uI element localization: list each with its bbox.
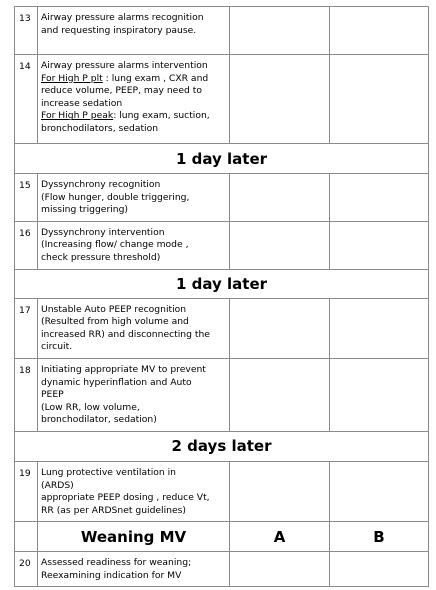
checkbox-cell-a[interactable] xyxy=(230,358,330,431)
checkbox-cell-a[interactable] xyxy=(230,174,330,222)
table-row xyxy=(15,552,429,587)
checkbox-cell-b[interactable] xyxy=(330,55,429,144)
item-number: 19 xyxy=(15,461,38,521)
table-row xyxy=(15,298,429,358)
weaning-title: Weaning MV xyxy=(38,522,230,552)
item-description: Lung protective ventilation in (ARDS) appropriate PEEP dosing , reduce Vt, RR (as per ARDSnet guidelines) xyxy=(38,461,230,521)
checklist-table xyxy=(14,6,429,587)
column-a-header: A xyxy=(230,522,330,552)
checkbox-cell-b[interactable] xyxy=(330,552,429,587)
checkbox-cell-a[interactable] xyxy=(230,55,330,144)
item-number: 14 xyxy=(15,55,38,144)
checkbox-cell-a[interactable] xyxy=(230,298,330,358)
checkbox-cell-b[interactable] xyxy=(330,221,429,269)
checkbox-cell-b[interactable] xyxy=(330,298,429,358)
item-number: 18 xyxy=(15,358,38,431)
item-number: 17 xyxy=(15,298,38,358)
separator-row xyxy=(15,269,429,298)
checkbox-cell-a[interactable] xyxy=(230,221,330,269)
item-number: 15 xyxy=(15,174,38,222)
checkbox-cell-b[interactable] xyxy=(330,461,429,521)
checklist-sheet xyxy=(14,6,428,587)
high-pplt-label: For High P plt xyxy=(41,72,103,84)
weaning-blank-cell xyxy=(15,522,38,552)
table-row xyxy=(15,221,429,269)
table-row xyxy=(15,358,429,431)
item-number: 16 xyxy=(15,221,38,269)
column-b-header: B xyxy=(330,522,429,552)
separator-label: 2 days later xyxy=(15,431,429,461)
separator-row xyxy=(15,144,429,174)
separator-row xyxy=(15,431,429,461)
item-description: Dyssynchrony intervention (Increasing flow/ change mode , check pressure threshold) xyxy=(38,221,230,269)
item-description: Unstable Auto PEEP recognition (Resulted from high volume and increased RR) and disconnecting the circuit. xyxy=(38,298,230,358)
table-row xyxy=(15,55,429,144)
table-row xyxy=(15,174,429,222)
separator-label: 1 day later xyxy=(15,269,429,298)
separator-label: 1 day later xyxy=(15,144,429,174)
checkbox-cell-a[interactable] xyxy=(230,7,330,55)
item-description: Airway pressure alarms intervention For High P plt : lung exam , CXR and reduce volume, PEEP, may need to increase sedation For High P peak: lung exam, suction, bronchodilators, sedation xyxy=(38,55,230,144)
high-ppeak-label: For High P peak xyxy=(41,110,114,122)
item-number: 20 xyxy=(15,552,38,587)
item-description: Airway pressure alarms recognition and requesting inspiratory pause. xyxy=(38,7,230,55)
table-row xyxy=(15,461,429,521)
item-description: Dyssynchrony recognition (Flow hunger, double triggering, missing triggering) xyxy=(38,174,230,222)
item-number: 13 xyxy=(15,7,38,55)
checkbox-cell-b[interactable] xyxy=(330,358,429,431)
checkbox-cell-a[interactable] xyxy=(230,552,330,587)
checkbox-cell-a[interactable] xyxy=(230,461,330,521)
checkbox-cell-b[interactable] xyxy=(330,7,429,55)
item-description: Initiating appropriate MV to prevent dynamic hyperinflation and Auto PEEP (Low RR, low volume, bronchodilator, sedation) xyxy=(38,358,230,431)
weaning-header-row xyxy=(15,522,429,552)
checkbox-cell-b[interactable] xyxy=(330,174,429,222)
item-description: Assessed readiness for weaning; Reexamining indication for MV xyxy=(38,552,230,587)
table-row xyxy=(15,7,429,55)
